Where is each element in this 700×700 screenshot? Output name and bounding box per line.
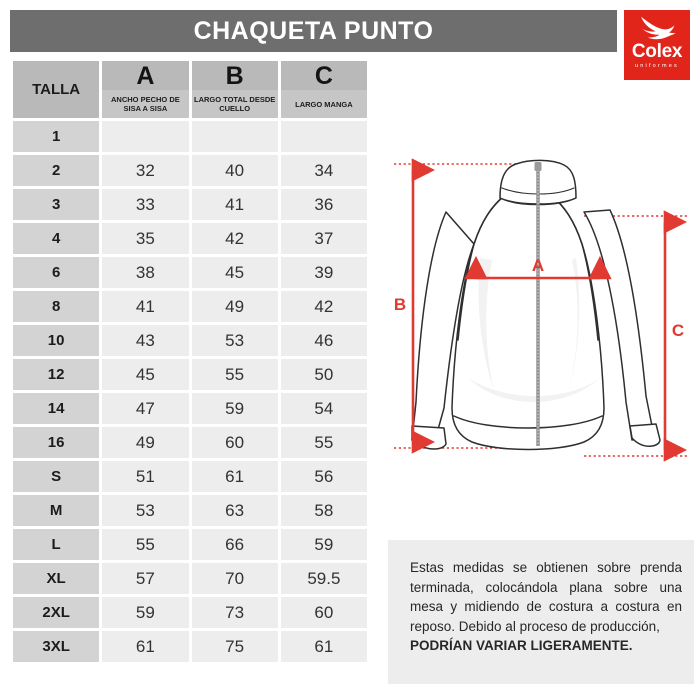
measurement-cell-c: 42 xyxy=(281,291,367,322)
table-row xyxy=(13,563,367,594)
size-label-cell: 8 xyxy=(13,291,99,322)
measurement-cell-b: 61 xyxy=(192,461,278,492)
jacket-illustration xyxy=(412,160,660,449)
size-label-cell: S xyxy=(13,461,99,492)
size-label-cell: M xyxy=(13,495,99,526)
measurement-cell-b: 66 xyxy=(192,529,278,560)
measurement-cell-c: 34 xyxy=(281,155,367,186)
column-header-talla: TALLA xyxy=(13,61,99,118)
measurement-cell-c: 56 xyxy=(281,461,367,492)
measurement-b xyxy=(394,170,413,442)
measurement-cell-a: 49 xyxy=(102,427,188,458)
measurement-cell-b: 63 xyxy=(192,495,278,526)
measurement-label-a: A xyxy=(531,256,545,275)
size-label-cell: 2XL xyxy=(13,597,99,628)
column-description-b: LARGO TOTAL DESDE CUELLO xyxy=(193,95,276,113)
measurement-cell-c: 46 xyxy=(281,325,367,356)
table-row xyxy=(13,529,367,560)
logo-tagline-text: uniformes xyxy=(635,63,679,69)
size-label-cell: 6 xyxy=(13,257,99,288)
measurement-cell-c: 59.5 xyxy=(281,563,367,594)
measurement-cell-b: 55 xyxy=(192,359,278,390)
column-letter-b: B xyxy=(192,61,278,90)
measurement-cell-a: 61 xyxy=(102,631,188,662)
measurement-cell-b: 53 xyxy=(192,325,278,356)
title-bar xyxy=(10,10,617,52)
measurement-cell-c: 59 xyxy=(281,529,367,560)
column-header-a xyxy=(102,61,188,118)
garment-diagram xyxy=(388,140,694,480)
table-header-row xyxy=(13,61,367,118)
table-row xyxy=(13,461,367,492)
note-emphasis: PODRÍAN VARIAR LIGERAMENTE. xyxy=(410,638,633,653)
note-text: Estas medidas se obtienen sobre prenda terminada, colocándola plana sobre una mesa y midiendo de costura a costura en reposo. Debido al proceso de producción, xyxy=(410,560,682,634)
column-description-c: LARGO MANGA xyxy=(295,99,353,109)
measurement-label-b: B xyxy=(393,295,407,314)
measurement-cell-a: 47 xyxy=(102,393,188,424)
measurement-cell-a: 57 xyxy=(102,563,188,594)
column-header-b xyxy=(192,61,278,118)
size-label-cell: 16 xyxy=(13,427,99,458)
size-label-cell: 4 xyxy=(13,223,99,254)
measurement-cell-b: 49 xyxy=(192,291,278,322)
table-row xyxy=(13,427,367,458)
logo-brand-text: Colex xyxy=(631,41,683,62)
measurement-cell-b: 73 xyxy=(192,597,278,628)
measurement-cell-c: 36 xyxy=(281,189,367,220)
measurement-cell-c: 37 xyxy=(281,223,367,254)
column-description-a: ANCHO PECHO DE SISA A SISA xyxy=(110,95,180,113)
measurement-label-c: C xyxy=(671,321,685,340)
table-row xyxy=(13,121,367,152)
table-row xyxy=(13,359,367,390)
table-row xyxy=(13,495,367,526)
size-label-cell: XL xyxy=(13,563,99,594)
size-chart-table xyxy=(10,58,370,665)
measurement-c xyxy=(665,222,684,450)
column-letter-c: C xyxy=(281,61,367,90)
table-row xyxy=(13,631,367,662)
column-header-c xyxy=(281,61,367,118)
measurement-cell-a: 35 xyxy=(102,223,188,254)
measurement-cell-c: 58 xyxy=(281,495,367,526)
measurement-cell-b: 41 xyxy=(192,189,278,220)
measurement-cell-b: 59 xyxy=(192,393,278,424)
measurement-cell-a: 51 xyxy=(102,461,188,492)
table-body xyxy=(13,121,367,662)
table-row xyxy=(13,257,367,288)
measurement-cell-a: 38 xyxy=(102,257,188,288)
measurement-cell-b: 60 xyxy=(192,427,278,458)
measurement-cell-c: 55 xyxy=(281,427,367,458)
table-row xyxy=(13,223,367,254)
size-label-cell: 3XL xyxy=(13,631,99,662)
size-label-cell: 14 xyxy=(13,393,99,424)
measurement-cell-c: 39 xyxy=(281,257,367,288)
measurement-cell-b xyxy=(192,121,278,152)
table-row xyxy=(13,291,367,322)
measurement-cell-c xyxy=(281,121,367,152)
table-row xyxy=(13,189,367,220)
page-title: CHAQUETA PUNTO xyxy=(193,16,434,45)
measurement-note-box xyxy=(388,540,694,684)
measurement-cell-b: 45 xyxy=(192,257,278,288)
measurement-cell-a xyxy=(102,121,188,152)
measurement-cell-a: 59 xyxy=(102,597,188,628)
size-label-cell: 2 xyxy=(13,155,99,186)
measurement-cell-a: 53 xyxy=(102,495,188,526)
size-label-cell: L xyxy=(13,529,99,560)
brand-logo xyxy=(624,10,690,80)
table-row xyxy=(13,155,367,186)
table-row xyxy=(13,325,367,356)
table-row xyxy=(13,393,367,424)
size-label-cell: 1 xyxy=(13,121,99,152)
measurement-cell-a: 43 xyxy=(102,325,188,356)
measurement-cell-a: 33 xyxy=(102,189,188,220)
measurement-cell-a: 45 xyxy=(102,359,188,390)
measurement-cell-b: 75 xyxy=(192,631,278,662)
measurement-cell-b: 42 xyxy=(192,223,278,254)
column-letter-a: A xyxy=(102,61,188,90)
table-row xyxy=(13,597,367,628)
size-label-cell: 12 xyxy=(13,359,99,390)
wing-bird-icon xyxy=(637,15,677,41)
measurement-cell-a: 41 xyxy=(102,291,188,322)
measurement-cell-b: 40 xyxy=(192,155,278,186)
measurement-cell-a: 55 xyxy=(102,529,188,560)
measurement-cell-c: 50 xyxy=(281,359,367,390)
size-label-cell: 10 xyxy=(13,325,99,356)
measurement-cell-a: 32 xyxy=(102,155,188,186)
size-label-cell: 3 xyxy=(13,189,99,220)
measurement-cell-b: 70 xyxy=(192,563,278,594)
measurement-cell-c: 54 xyxy=(281,393,367,424)
measurement-cell-c: 60 xyxy=(281,597,367,628)
measurement-cell-c: 61 xyxy=(281,631,367,662)
